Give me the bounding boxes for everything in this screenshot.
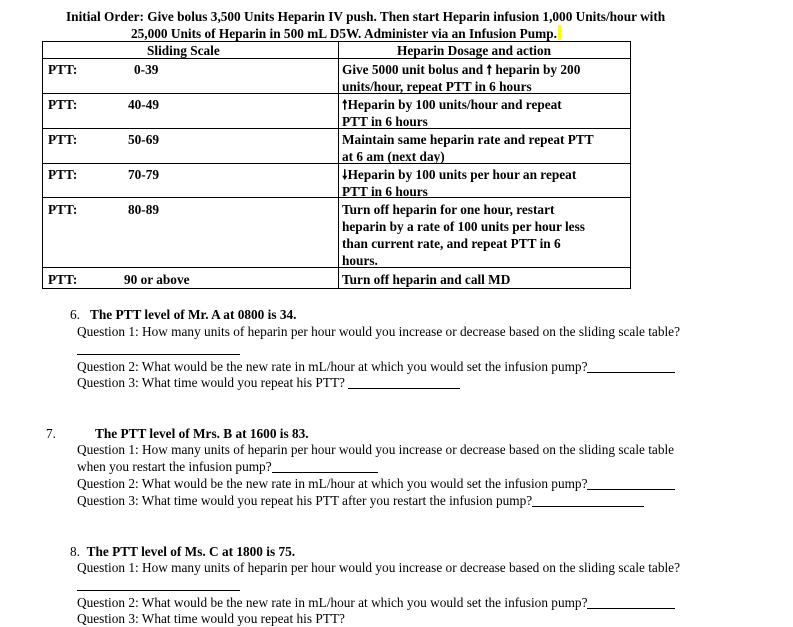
row-range: 50-69 [128,132,160,147]
action-text: Heparin by 100 units/hour and repeat [347,97,562,112]
question-7-q1-line1: Question 1: How many units of heparin per hour would you increase or decrease based on the sliding scale table [77,442,675,457]
text-cursor-highlight [558,25,561,40]
initial-order-line-1: Initial Order: Give bolus 3,500 Units Heparin IV push. Then start Heparin infusion 1,000 Units/hour with [66,9,666,24]
row-label: PTT: [48,272,78,287]
row-action-line: at 6 am (next day) [342,149,445,164]
table-divider-vertical [338,41,339,289]
question-6-q1-answer-line[interactable] [77,340,240,357]
table-row-line [42,163,631,164]
sliding-scale-table [42,41,631,289]
row-label: PTT: [48,62,78,77]
row-action-line: PTT in 6 hours [342,184,428,199]
action-text: Give 5000 unit bolus and [342,62,487,77]
question-title: The PTT level of Mr. A at 0800 is 34. [89,307,297,322]
answer-blank[interactable] [272,460,378,473]
table-row-line [42,197,631,198]
row-action-line: Maintain same heparin rate and repeat PTT [342,132,594,147]
row-label: PTT: [48,97,78,112]
row-action [342,166,576,184]
table-border-right [630,41,631,289]
question-6-q2 [77,358,675,375]
question-8-q2 [77,594,675,611]
question-6-q1: Question 1: How many units of heparin per hour would you increase or decrease based on the sliding scale table? [77,324,680,339]
question-text: Question 2: What would be the new rate in mL/hour at which you would set the infusion pump? [77,359,588,374]
column-header-heparin-action: Heparin Dosage and action [397,43,552,58]
row-action-line: heparin by a rate of 100 units per hour less [342,219,585,234]
row-action-line: than current rate, and repeat PTT in 6 [342,236,561,251]
initial-order-line-2 [131,25,561,42]
initial-order-line-2-text: 25,000 Units of Heparin in 500 mL D5W. Administer via an Infusion Pump. [131,26,557,41]
question-8-q1-answer-line[interactable] [77,576,240,593]
table-row-line [42,93,631,94]
question-8-heading [70,543,295,560]
up-arrow-icon: 🠕 [342,98,348,113]
row-range: 0-39 [134,62,159,77]
question-text: Question 2: What would be the new rate in mL/hour at which you would set the infusion pump? [77,595,588,610]
column-header-sliding-scale: Sliding Scale [147,43,220,58]
question-7-q3 [77,492,644,509]
row-label: PTT: [48,167,78,182]
question-number: 6. [70,307,80,322]
row-label: PTT: [48,132,78,147]
row-action-line: hours. [342,253,378,268]
table-row-line [42,267,631,268]
down-arrow-icon: 🠗 [342,168,348,183]
answer-blank[interactable] [587,477,675,490]
answer-blank[interactable] [532,494,644,507]
row-range: 40-49 [128,97,160,112]
table-row-line [42,128,631,129]
row-action-line: Turn off heparin and call MD [342,272,511,287]
question-8-q1: Question 1: How many units of heparin per hour would you increase or decrease based on the sliding scale table? [77,560,680,575]
row-action-line: units/hour, repeat PTT in 6 hours [342,79,532,94]
question-7-q2 [77,475,675,492]
question-text: Question 2: What would be the new rate in mL/hour at which you would set the infusion pump? [77,476,588,491]
question-number: 8. [70,544,80,559]
action-text: Heparin by 100 units per hour an repeat [347,167,577,182]
question-7-title: The PTT level of Mrs. B at 1600 is 83. [95,426,309,441]
question-text: when you restart the infusion pump? [77,459,272,474]
row-label: PTT: [48,202,78,217]
row-range: 80-89 [128,202,160,217]
row-action-line: PTT in 6 hours [342,114,428,129]
question-8-q3: Question 3: What time would you repeat his PTT? [77,611,345,626]
table-border-bottom [42,288,631,289]
table-border-left [42,41,43,289]
action-text: heparin by 200 [495,62,581,77]
row-action [342,96,562,114]
question-text: Question 3: What time would you repeat his PTT? [77,375,345,390]
row-range: 90 or above [124,272,190,287]
question-7-q1-line2 [77,458,378,475]
question-7-number: 7. [46,426,56,441]
question-title: The PTT level of Ms. C at 1800 is 75. [86,544,296,559]
question-6-q3 [77,374,460,391]
answer-blank[interactable] [587,360,675,373]
row-action [342,61,580,79]
answer-blank[interactable] [587,596,675,609]
up-arrow-icon: 🠕 [486,63,493,78]
answer-blank[interactable] [348,376,460,389]
question-text: Question 3: What time would you repeat his PTT after you restart the infusion pump? [77,493,533,508]
row-action-line: Turn off heparin for one hour, restart [342,202,555,217]
row-range: 70-79 [128,167,160,182]
question-6-heading [70,306,296,323]
